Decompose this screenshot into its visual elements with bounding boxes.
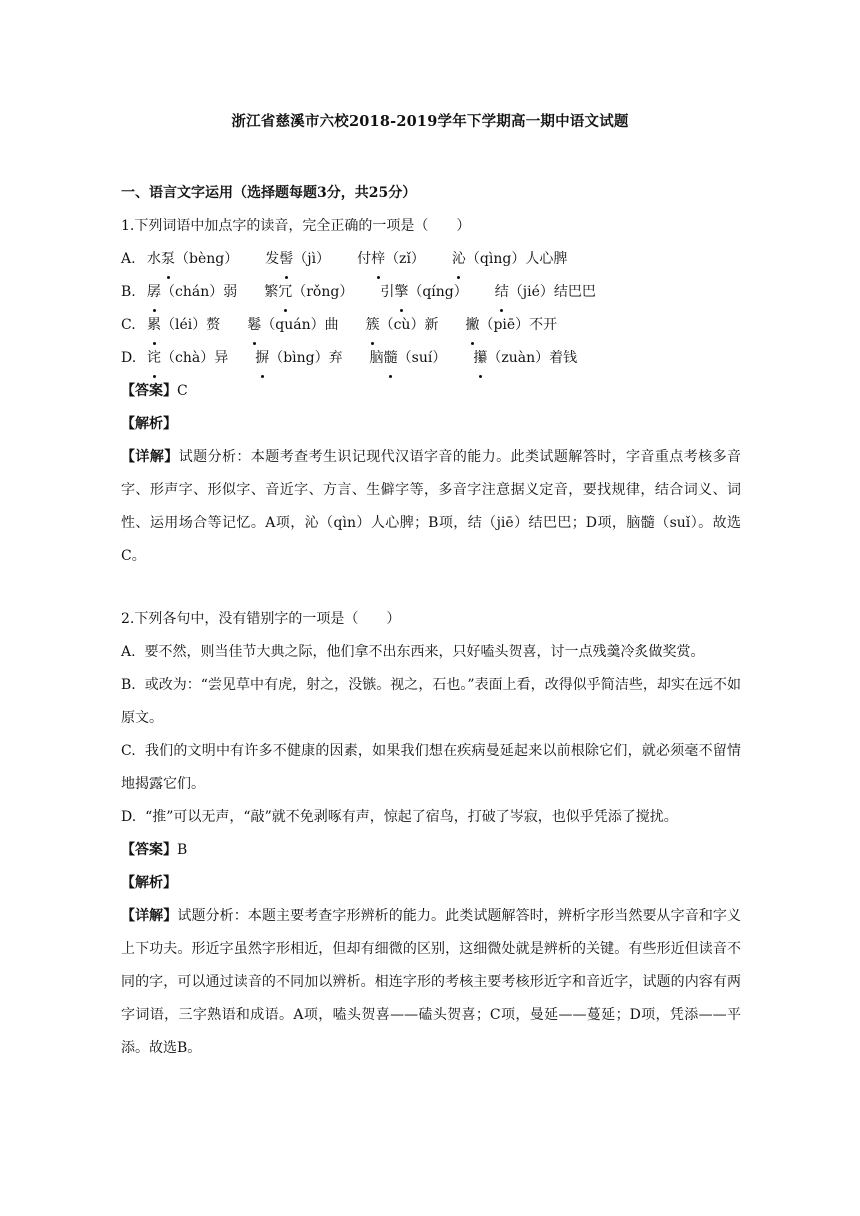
option-term: 沁（qìng）人心脾 bbox=[452, 243, 567, 276]
dotted-char: 摒 bbox=[255, 342, 269, 375]
dotted-char: 攥 bbox=[473, 342, 487, 375]
option-text: 我们的文明中有许多不健康的因素，如果我们想在疾病曼延起来以前根除它们，就必须毫不留情地揭露它们。 bbox=[121, 743, 741, 792]
option-key: C. bbox=[121, 743, 136, 759]
detail-label: 【详解】 bbox=[121, 908, 178, 924]
option-term: 发髻（jì） bbox=[265, 243, 330, 276]
dotted-char: 孱 bbox=[147, 276, 161, 309]
detail-text: 试题分析：本题考查考生识记现代汉语字音的能力。此类试题解答时，字音重点考核多音字、形声字、形似字、音近字、方言、生僻字等，多音字注意据义定音，要找规律，结合词义、词性、运用场合等记忆。A项，沁（qìn）人心脾；B项，结（jiē）结巴巴；D项，脑髓（suǐ）。故选C。 bbox=[121, 449, 742, 564]
question-1-option-a bbox=[121, 243, 741, 276]
dotted-char: 沁 bbox=[452, 243, 466, 276]
section-heading: 一、语言文字运用（选择题每题3分，共25分） bbox=[121, 185, 417, 201]
option-term: 引擎（qíng） bbox=[380, 276, 467, 309]
dotted-char: 鬈 bbox=[247, 309, 261, 342]
question-2-option-a bbox=[121, 636, 741, 669]
option-term: 孱（chán）弱 bbox=[147, 276, 237, 309]
option-text: 或改为：“尝见草中有虎，射之，没镞。视之，石也。”表面上看，改得似乎简洁些，却实在远不如原文。 bbox=[121, 677, 742, 726]
option-term: 撇（piē）不开 bbox=[465, 309, 557, 342]
option-text: “推”可以无声，“敲”就不免剥啄有声，惊起了宿鸟，打破了岑寂，也似乎凭添了搅扰。 bbox=[145, 809, 678, 825]
dotted-char: 擎 bbox=[394, 276, 408, 309]
option-key: B. bbox=[121, 284, 136, 300]
option-term: 鬈（quán）曲 bbox=[247, 309, 338, 342]
question-1-option-b bbox=[121, 276, 741, 309]
option-key: A. bbox=[121, 644, 136, 660]
question-1-answer bbox=[121, 375, 741, 408]
question-1-detail bbox=[121, 441, 741, 573]
option-term: 累（léi）赘 bbox=[147, 309, 220, 342]
answer-value: C bbox=[177, 383, 188, 399]
spacer bbox=[121, 573, 741, 603]
option-term: 水泵（bèng） bbox=[147, 243, 238, 276]
option-key: D. bbox=[121, 809, 137, 825]
option-key: A. bbox=[121, 251, 136, 267]
question-2-option-d bbox=[121, 801, 741, 834]
question-2-detail bbox=[121, 900, 741, 1065]
answer-label: 【答案】 bbox=[121, 842, 177, 858]
dotted-char: 累 bbox=[147, 309, 161, 342]
question-1-analysis-label: 【解析】 bbox=[121, 416, 177, 432]
question-2-stem: 2.下列各句中，没有错别字的一项是（ ） bbox=[121, 611, 401, 627]
option-key: D. bbox=[121, 350, 137, 366]
dotted-char: 冗 bbox=[278, 276, 292, 309]
option-term: 繁冗（rǒng） bbox=[264, 276, 353, 309]
question-1-option-d bbox=[121, 342, 741, 375]
detail-label: 【详解】 bbox=[121, 449, 179, 465]
dotted-char: 簇 bbox=[366, 309, 380, 342]
option-term: 攥（zuàn）着钱 bbox=[473, 342, 577, 375]
detail-text: 试题分析：本题主要考查字形辨析的能力。此类试题解答时，辨析字形当然要从字音和字义上下功夫。形近字虽然字形相近，但却有细微的区别，这细微处就是辨析的关键。有些形近但读音不同的字，可以通过读音的不同加以辨析。相连字形的考核主要考核形近字和音近字，试题的内容有两字词语，三字熟语和成语。A项，嗑头贺喜——磕头贺喜；C项，曼延——蔓延；D项，凭添——平添。故选B。 bbox=[121, 908, 742, 1056]
answer-label: 【答案】 bbox=[121, 383, 177, 399]
document-body bbox=[121, 177, 741, 1065]
question-2-answer bbox=[121, 834, 741, 867]
option-text: 要不然，则当佳节大典之际，他们拿不出东西来，只好嗑头贺喜，讨一点残羹冷炙做奖赏。 bbox=[144, 644, 705, 660]
option-key: C. bbox=[121, 317, 136, 333]
option-key: B. bbox=[121, 677, 136, 693]
dotted-char: 诧 bbox=[147, 342, 161, 375]
question-2-option-c bbox=[121, 735, 741, 801]
question-2-option-b bbox=[121, 669, 741, 735]
option-term: 簇（cù）新 bbox=[366, 309, 439, 342]
document-title: 浙江省慈溪市六校2018-2019学年下学期高一期中语文试题 bbox=[231, 113, 629, 130]
question-2-analysis-label: 【解析】 bbox=[121, 875, 177, 891]
dotted-char: 梓 bbox=[371, 243, 385, 276]
option-term: 脑髓（suí） bbox=[370, 342, 447, 375]
answer-value: B bbox=[177, 842, 188, 858]
dotted-char: 泵 bbox=[161, 243, 175, 276]
dotted-char: 髓 bbox=[384, 342, 398, 375]
option-term: 结（jié）结巴巴 bbox=[495, 276, 596, 309]
dotted-char: 撇 bbox=[465, 309, 479, 342]
option-term: 诧（chà）异 bbox=[147, 342, 228, 375]
option-term: 付梓（zǐ） bbox=[357, 243, 425, 276]
dotted-char: 结 bbox=[495, 276, 509, 309]
question-1-option-c bbox=[121, 309, 741, 342]
dotted-char: 髻 bbox=[279, 243, 293, 276]
question-1-stem: 1.下列词语中加点字的读音，完全正确的一项是（ ） bbox=[121, 218, 471, 234]
option-term: 摒（bìng）弃 bbox=[255, 342, 342, 375]
